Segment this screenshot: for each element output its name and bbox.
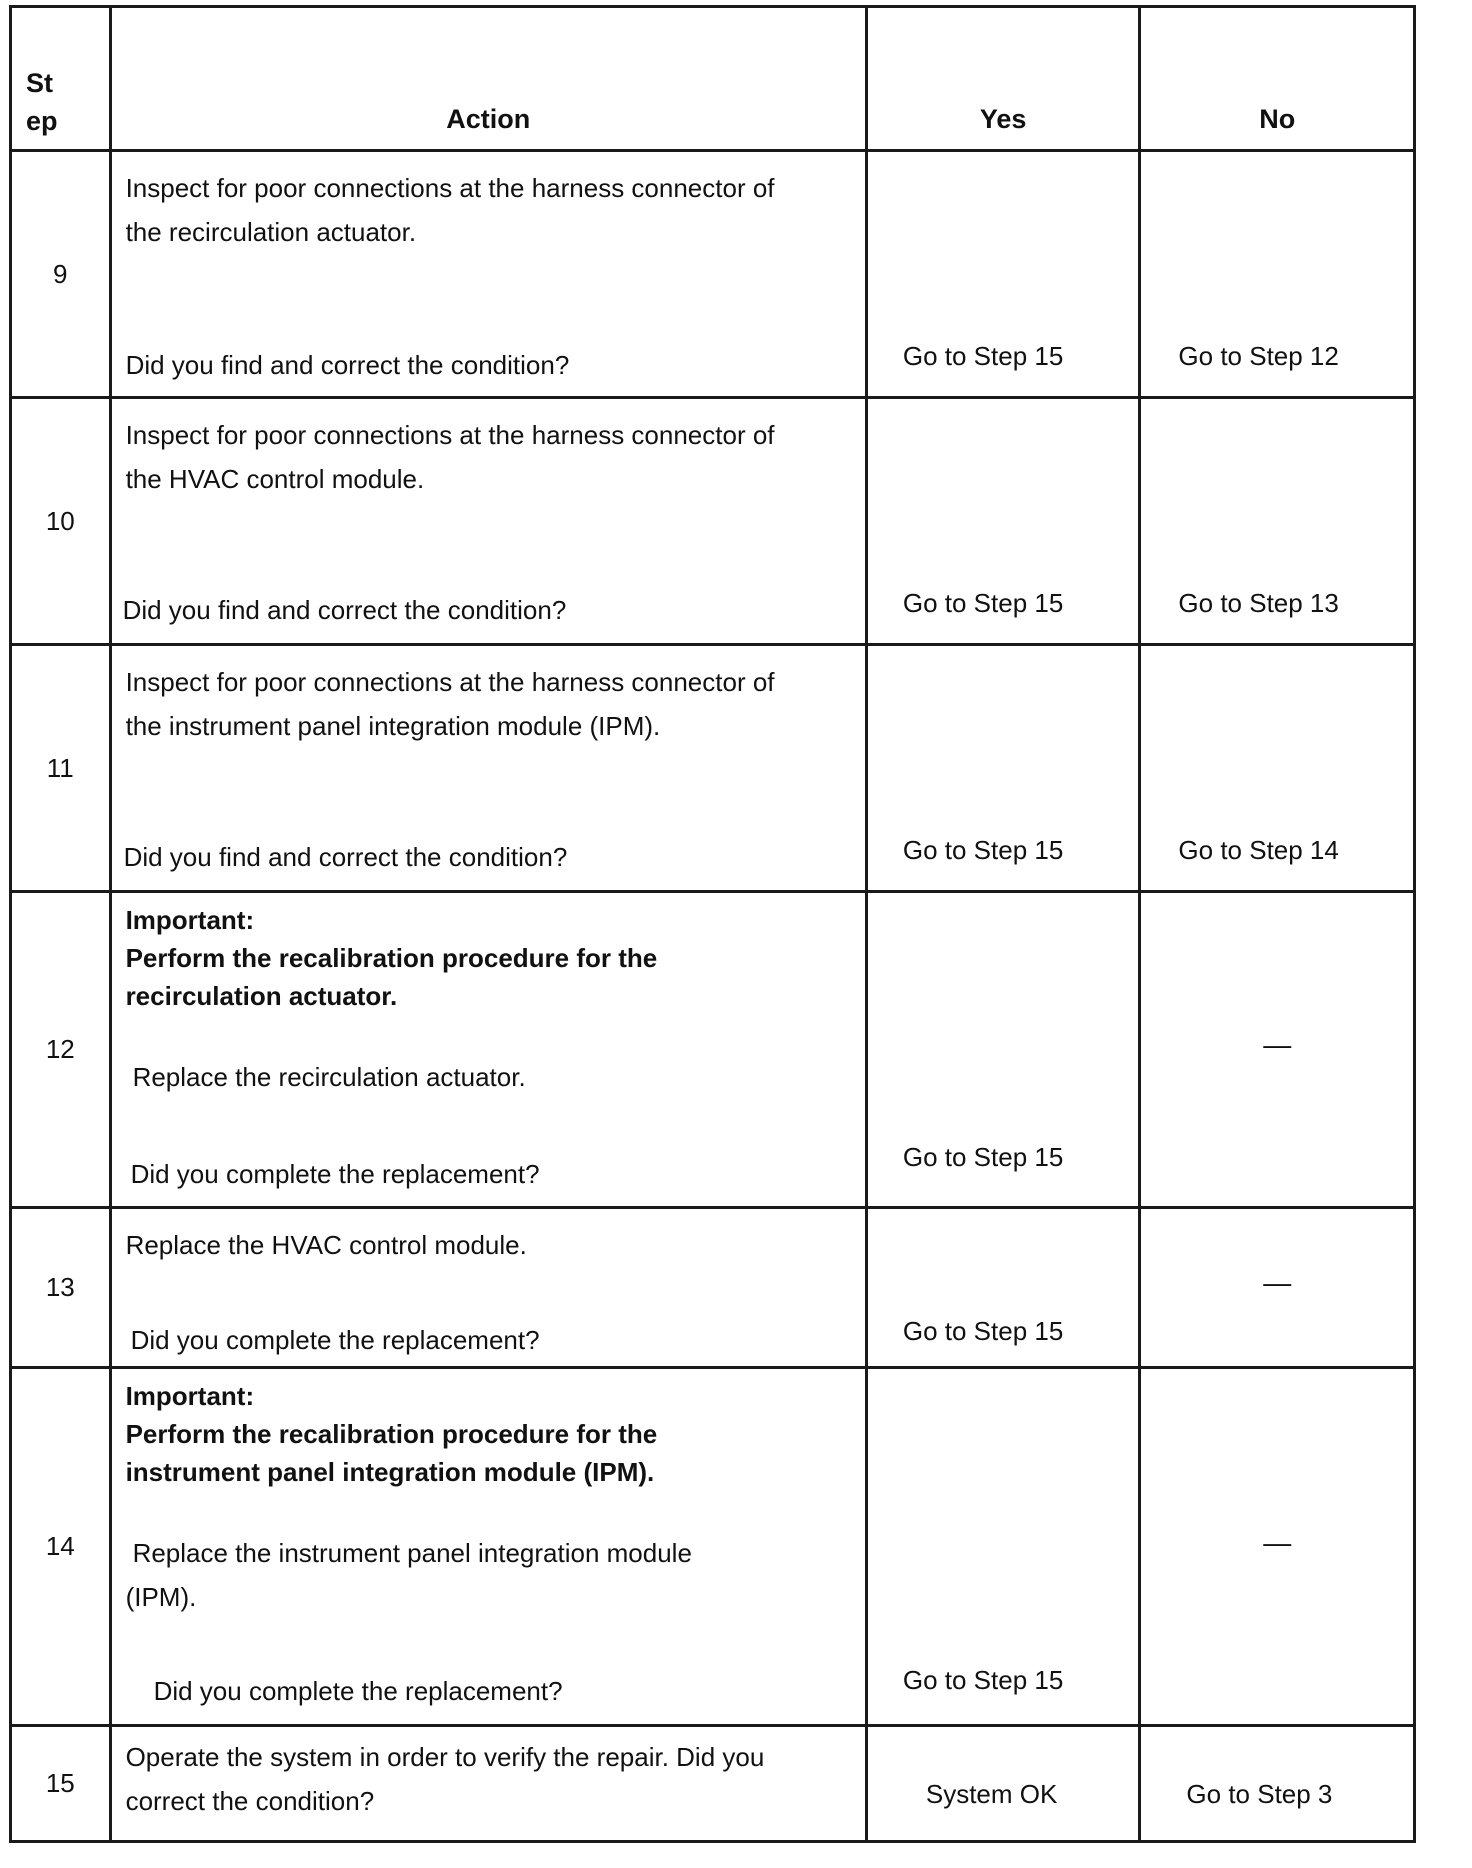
action-text: Operate the system in order to verify the repair. Did you <box>125 1742 765 1772</box>
header-step <box>11 7 111 151</box>
action-text: Replace the instrument panel integration module <box>132 1538 692 1568</box>
no-dash: — <box>1263 1267 1292 1298</box>
yes-link[interactable]: Go to Step 15 <box>902 588 1064 618</box>
question-text: Did you find and correct the condition? <box>122 595 567 625</box>
yes-link[interactable]: Go to Step 15 <box>902 835 1064 865</box>
action-cell <box>110 398 866 645</box>
action-cell <box>110 645 866 892</box>
no-link[interactable]: Go to Step 14 <box>1178 835 1339 865</box>
yes-link[interactable]: Go to Step 15 <box>902 1316 1064 1346</box>
question-text: Did you complete the replacement? <box>153 1676 563 1706</box>
yes-cell <box>866 151 1140 398</box>
step-number: 15 <box>11 1726 111 1842</box>
action-text: Inspect for poor connections at the harness connector of <box>125 667 775 697</box>
important-label: Important: <box>125 905 255 935</box>
header-step-line1: St <box>26 68 53 98</box>
header-step-line2: ep <box>26 106 58 136</box>
important-text: recirculation actuator. <box>125 981 398 1011</box>
no-cell <box>1140 892 1415 1208</box>
yes-cell <box>866 398 1140 645</box>
action-text: the recirculation actuator. <box>125 217 417 247</box>
no-link[interactable]: Go to Step 3 <box>1186 1779 1333 1809</box>
no-cell <box>1140 1208 1415 1368</box>
yes-link[interactable]: Go to Step 15 <box>902 1142 1064 1172</box>
no-cell <box>1140 398 1415 645</box>
yes-cell <box>866 645 1140 892</box>
table-row <box>11 151 1415 398</box>
table-row <box>11 398 1415 645</box>
question-text: Did you find and correct the condition? <box>125 350 570 380</box>
no-link[interactable]: Go to Step 13 <box>1178 588 1339 618</box>
yes-cell <box>866 1726 1140 1842</box>
step-number: 14 <box>11 1368 111 1726</box>
no-cell <box>1140 1368 1415 1726</box>
no-cell <box>1140 645 1415 892</box>
table-row <box>11 1726 1415 1842</box>
action-text: Inspect for poor connections at the harness connector of <box>125 420 775 450</box>
action-text: the HVAC control module. <box>125 464 425 494</box>
step-number: 13 <box>11 1208 111 1368</box>
action-text: (IPM). <box>125 1582 197 1612</box>
no-dash: — <box>1263 1527 1292 1558</box>
action-text: Inspect for poor connections at the harness connector of <box>125 173 775 203</box>
step-number: 11 <box>11 645 111 892</box>
table-row <box>11 1208 1415 1368</box>
important-text: instrument panel integration module (IPM). <box>125 1457 655 1487</box>
action-text: correct the condition? <box>125 1786 375 1816</box>
important-text: Perform the recalibration procedure for the <box>125 1419 658 1449</box>
yes-cell <box>866 892 1140 1208</box>
table-row <box>11 1368 1415 1726</box>
header-action: Action <box>110 7 866 151</box>
action-text: Replace the HVAC control module. <box>125 1230 527 1260</box>
action-cell <box>110 1726 866 1842</box>
no-dash: — <box>1263 1029 1292 1060</box>
question-text: Did you complete the replacement? <box>130 1325 540 1355</box>
action-cell <box>110 892 866 1208</box>
no-cell <box>1140 151 1415 398</box>
table-row <box>11 892 1415 1208</box>
action-text: Replace the recirculation actuator. <box>132 1062 526 1092</box>
yes-result: System OK <box>925 1779 1058 1809</box>
important-text: Perform the recalibration procedure for the <box>125 943 658 973</box>
header-no: No <box>1140 7 1415 151</box>
action-cell <box>110 1208 866 1368</box>
step-number: 12 <box>11 892 111 1208</box>
action-cell <box>110 1368 866 1726</box>
step-number: 9 <box>11 151 111 398</box>
table-row <box>11 645 1415 892</box>
important-label: Important: <box>125 1381 255 1411</box>
question-text: Did you complete the replacement? <box>130 1159 540 1189</box>
header-row <box>11 7 1415 151</box>
no-cell <box>1140 1726 1415 1842</box>
yes-cell <box>866 1208 1140 1368</box>
yes-link[interactable]: Go to Step 15 <box>902 341 1064 371</box>
step-number: 10 <box>11 398 111 645</box>
action-text: the instrument panel integration module (IPM). <box>125 711 661 741</box>
yes-cell <box>866 1368 1140 1726</box>
yes-link[interactable]: Go to Step 15 <box>902 1665 1064 1695</box>
action-cell <box>110 151 866 398</box>
no-link[interactable]: Go to Step 12 <box>1178 341 1339 371</box>
diagnostic-table <box>9 5 1416 1843</box>
header-yes: Yes <box>866 7 1140 151</box>
question-text: Did you find and correct the condition? <box>123 842 568 872</box>
